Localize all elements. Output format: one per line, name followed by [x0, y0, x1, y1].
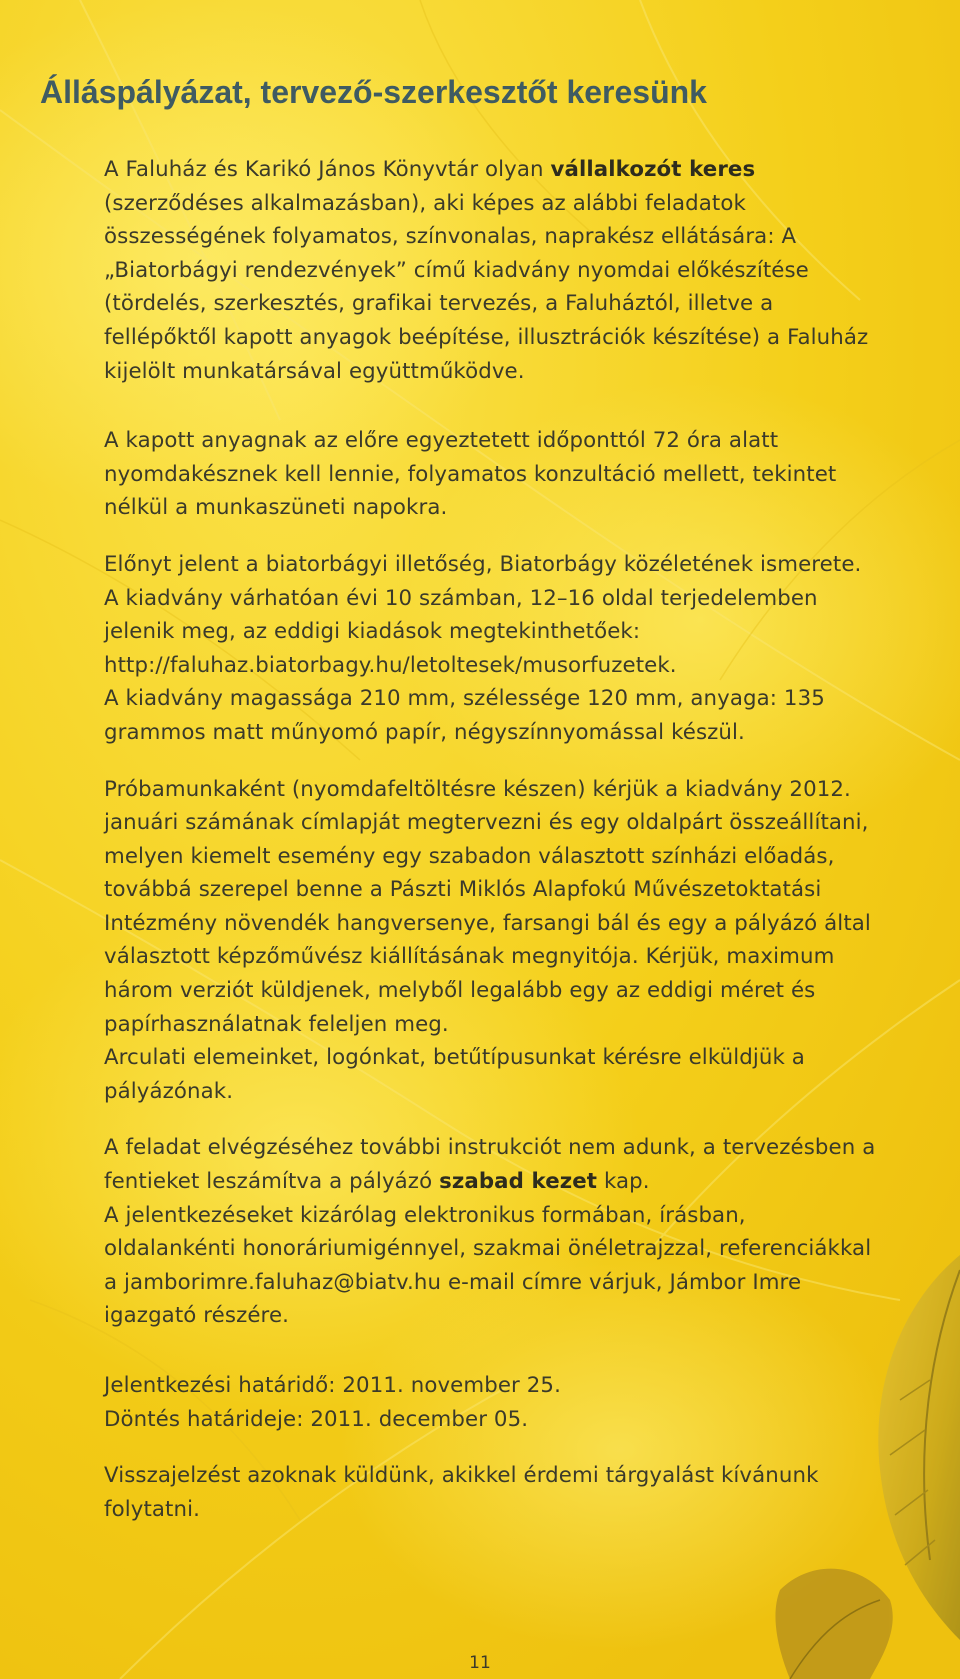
application-deadline: Jelentkezési határidő: 2011. november 25. [104, 1373, 561, 1398]
paragraph-dimensions: A kiadvány magassága 210 mm, szélessége 120 mm, anyaga: 135 grammos matt műnyomó papír, négyszínnyomással készül. [104, 686, 825, 745]
paragraph-deadline-hours: A kapott anyagnak az előre egyeztetett időponttól 72 óra alatt nyomdakésznek kell lennie, folyamatos konzultáció mellett, tekintet nélkül a munkaszüneti napokra. [104, 428, 837, 521]
freedom-text-end: kap. [597, 1169, 650, 1195]
paragraph-freedom [104, 1131, 884, 1198]
paragraph-application: A jelentkezéseket kizárólag elektronikus formában, írásban, oldalankénti honoráriumigénnyel, szakmai önéletrajzzal, referenciákkal a jamborimre.faluhaz@biatv.hu e-mail címre várjuk, Jámbor Imre igazgató részére. [104, 1202, 872, 1329]
page-number: 11 [469, 1653, 491, 1673]
paragraph-trial-work: Próbamunkaként (nyomdafeltöltésre készen) kérjük a kiadvány 2012. januári számának címlapját megtervezni és egy oldalpárt összeállítani, melyen kiemelt esemény egy szabadon választott színházi előadás, továbbá szerepel benne a Pászti Miklós Alapfokú Művészetoktatási Intézmény növendék hangversenye, farsangi bál és egy a pályázó által választott képzőművész kiállításának megnyitója. Kérjük, maximum három verziót küldjenek, melyből legalább egy az eddigi méret és papírhasználatnak feleljen meg. [104, 776, 871, 1037]
emphasis-free-hand: szabad kezet [439, 1169, 598, 1195]
paragraph-feedback: Visszajelzést azoknak küldünk, akikkel érdemi tárgyalást kívánunk folytatni. [104, 1463, 819, 1522]
decision-deadline: Döntés határideje: 2011. december 05. [104, 1406, 529, 1432]
paragraph-intro [104, 153, 884, 388]
paragraph-publication: A kiadvány várhatóan évi 10 számban, 12–16 oldal terjedelemben jelenik meg, az eddigi kiadások megtekinthetőek: http://faluhaz.biatorbagy.hu/letoltesek/musorfuzetek. [104, 585, 818, 678]
article-body [104, 153, 884, 1526]
freedom-text-start: A feladat elvégzéséhez további instrukciót nem adunk, a tervezésben a fentieket leszámítva a pályázó [104, 1135, 876, 1195]
emphasis-contractor: vállalkozót keres [550, 157, 756, 182]
intro-text-rest: (szerződéses alkalmazásban), aki képes az alábbi feladatok összességének folyamatos, színvonalas, naprakész ellátására: A „Biatorbágyi rendezvények” című kiadvány nyomdai előkészítése (tördelés, szerkesztés, grafikai tervezés, a Faluháztól, illetve a fellépőktől kapott anyagok beépítése, illusztrációk készítése) a Faluház kijelölt munkatársával együttműködve. [104, 190, 869, 384]
paragraph-advantage: Előnyt jelent a biatorbágyi illetőség, Biatorbágy közéletének ismerete. [104, 551, 862, 577]
intro-text-start: A Faluház és Karikó János Könyvtár olyan [104, 157, 551, 182]
paragraph-brand-elements: Arculati elemeinket, logónkat, betűtípusunkat kérésre elküldjük a pályázónak. [104, 1045, 805, 1104]
page-title: Álláspályázat, tervező-szerkesztőt keresünk [40, 74, 707, 110]
